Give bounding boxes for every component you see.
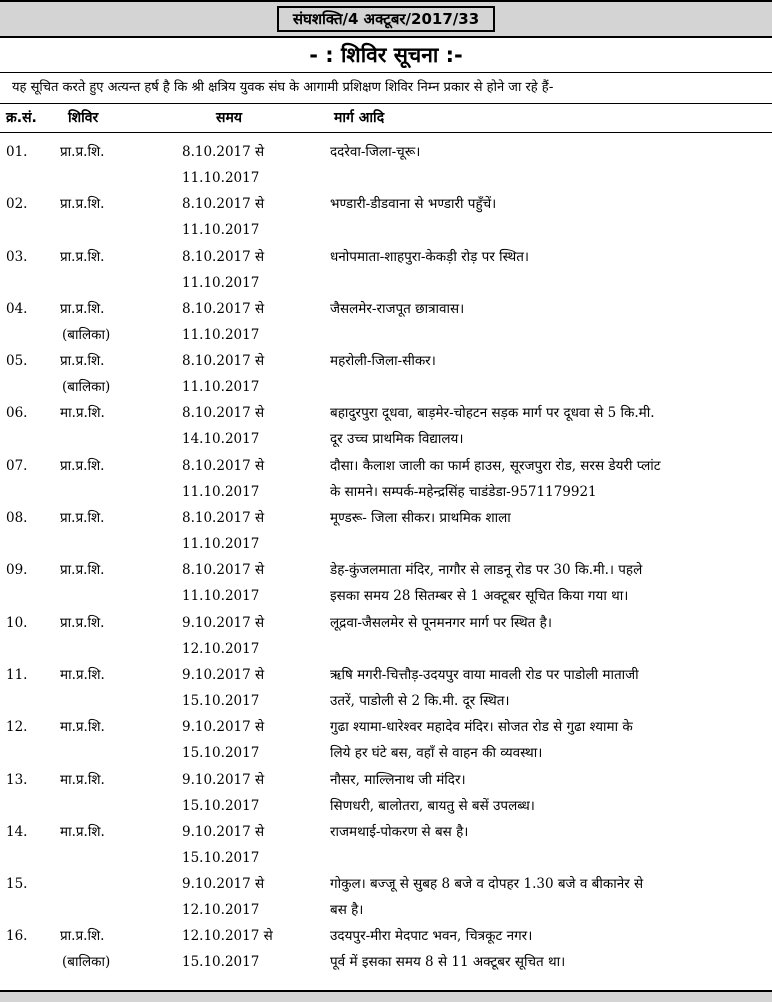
camp-route-line: [330, 322, 760, 348]
camp-route-line: [330, 845, 760, 871]
camp-route-line: धनोपमाता-शाहपुरा-केकड़ी रोड़ पर स्थित।: [330, 248, 530, 265]
camp-dates-line: 15.10.2017: [182, 745, 260, 762]
table-row: [0, 505, 772, 557]
camp-type-line: प्रा.प्र.शि.: [60, 510, 105, 527]
camp-type: [58, 662, 180, 714]
camp-route-line: इसका समय 28 सितम्बर से 1 अक्टूबर सूचित किया गया था।: [330, 588, 629, 605]
camp-dates-line: 12.10.2017: [182, 640, 260, 657]
camp-type: [58, 871, 180, 923]
camp-dates-line: 9.10.2017 से: [182, 823, 265, 840]
table-row: [0, 714, 772, 766]
camp-dates-line: 8.10.2017 से: [182, 562, 265, 579]
camp-route-line: [330, 165, 760, 191]
camp-route: [318, 767, 772, 819]
camp-type-line: [60, 793, 180, 819]
table-row: [0, 557, 772, 609]
serial-number: 01.: [6, 144, 28, 160]
camp-route: [318, 662, 772, 714]
camp-route: [318, 557, 772, 609]
camp-type: [58, 244, 180, 296]
serial-number: 10.: [6, 614, 28, 631]
serial-number: 11.: [6, 666, 28, 683]
camp-dates: [180, 714, 318, 766]
camp-list: [0, 133, 772, 976]
camp-route-line: ददरेवा-जिला-चूरू।: [330, 144, 421, 160]
intro-text: यह सूचित करते हुए अत्यन्त हर्ष है कि श्री क्षत्रिय युवक संघ के आगामी प्रशिक्षण शिविर निम्न प्रकार से होने जा रहे हैं-: [0, 73, 772, 104]
camp-route-line: नौसर, माल्लिनाथ जी मंदिर।: [330, 771, 466, 788]
serial-number: 06.: [6, 405, 28, 422]
table-row: [0, 923, 772, 975]
camp-type-line: प्रा.प्र.शि.: [60, 457, 105, 474]
serial-number: 14.: [6, 823, 28, 840]
camp-dates-line: 11.10.2017: [182, 483, 260, 500]
camp-type: [58, 505, 180, 557]
camp-route-line: [330, 217, 760, 243]
camp-dates-line: 8.10.2017 से: [182, 144, 265, 160]
camp-dates-line: 11.10.2017: [182, 222, 260, 239]
camp-route: [318, 400, 772, 452]
camp-type: [58, 714, 180, 766]
camp-route-line: मूण्डरू- जिला सीकर। प्राथमिक शाला: [330, 510, 511, 527]
serial-number: 09.: [6, 562, 28, 579]
camp-type-line: [60, 165, 180, 191]
camp-type-line: मा.प्र.शि.: [60, 405, 105, 422]
serial-number: 08.: [6, 510, 28, 527]
camp-type: [58, 819, 180, 871]
camp-route-line: [330, 531, 760, 557]
camp-route: [318, 610, 772, 662]
camp-type-line: प्रा.प्र.शि.: [60, 562, 105, 579]
camp-dates-line: 8.10.2017 से: [182, 457, 265, 474]
camp-type: [58, 610, 180, 662]
camp-dates-line: 15.10.2017: [182, 849, 260, 866]
camp-route-line: ऋषि मगरी-चित्तौड़-उदयपुर वाया मावली रोड पर पाडोली माताजी: [330, 666, 639, 683]
camp-dates: [180, 557, 318, 609]
camp-type: [58, 400, 180, 452]
camp-dates-line: 9.10.2017 से: [182, 876, 265, 893]
camp-type-line: प्रा.प्र.शि.: [60, 614, 105, 631]
camp-type-line: (बालिका): [62, 379, 111, 396]
serial-number: 04.: [6, 300, 28, 317]
table-row: [0, 662, 772, 714]
camp-route-line: पूर्व में इसका समय 8 से 11 अक्टूबर सूचित था।: [330, 954, 566, 971]
camp-type: [58, 923, 180, 975]
camp-dates: [180, 296, 318, 348]
table-row: [0, 139, 772, 191]
column-header-route: मार्ग आदि: [334, 110, 385, 126]
camp-route-line: भण्डारी-डीडवाना से भण्डारी पहुँचें।: [330, 196, 497, 213]
camp-dates-line: 11.10.2017: [182, 536, 260, 553]
camp-route-line: [330, 636, 760, 662]
camp-dates-line: 9.10.2017 से: [182, 771, 265, 788]
camp-route: [318, 871, 772, 923]
camp-type-line: [60, 531, 180, 557]
camp-type-line: मा.प्र.शि.: [60, 823, 105, 840]
camp-route-line: उतरें, पाडोली से 2 कि.मी. दूर स्थित।: [330, 692, 510, 709]
camp-dates: [180, 453, 318, 505]
camp-type-line: प्रा.प्र.शि.: [60, 144, 105, 160]
table-header: [0, 104, 772, 133]
camp-route-line: जैसलमेर-राजपूत छात्रावास।: [330, 300, 465, 317]
page-title: - : शिविर सूचना :-: [0, 38, 772, 73]
column-header-no: क्र.सं.: [6, 110, 37, 126]
camp-type-line: [60, 740, 180, 766]
table-row: [0, 400, 772, 452]
camp-type: [58, 296, 180, 348]
serial-number: 12.: [6, 719, 28, 736]
camp-dates: [180, 139, 318, 191]
column-header-date: समय: [216, 110, 242, 126]
camp-dates-line: 9.10.2017 से: [182, 666, 265, 683]
camp-route: [318, 244, 772, 296]
camp-route-line: बस है।: [330, 902, 364, 919]
camp-type-line: [60, 636, 180, 662]
camp-type: [58, 767, 180, 819]
camp-type-line: [60, 217, 180, 243]
camp-dates-line: 15.10.2017: [182, 692, 260, 709]
camp-dates-line: 11.10.2017: [182, 326, 260, 343]
camp-type: [58, 139, 180, 191]
camp-type-line: [60, 688, 180, 714]
camp-dates: [180, 871, 318, 923]
camp-type: [58, 453, 180, 505]
camp-route-line: उदयपुर-मीरा मेदपाट भवन, चित्रकूट नगर।: [330, 928, 533, 945]
camp-type-line: प्रा.प्र.शि.: [60, 248, 105, 265]
camp-type-line: मा.प्र.शि.: [60, 719, 105, 736]
camp-route: [318, 348, 772, 400]
table-row: [0, 767, 772, 819]
camp-type-line: प्रा.प्र.शि.: [60, 928, 105, 945]
camp-type-line: मा.प्र.शि.: [60, 771, 105, 788]
camp-route: [318, 923, 772, 975]
camp-dates-line: 11.10.2017: [182, 170, 260, 186]
camp-route-line: राजमथाई-पोकरण से बस है।: [330, 823, 469, 840]
camp-route-line: लूद्रवा-जैसलमेर से पूनमनगर मार्ग पर स्थित है।: [330, 614, 552, 631]
camp-route-line: लिये हर घंटे बस, वहाँ से वाहन की व्यवस्था।: [330, 745, 543, 762]
camp-route: [318, 505, 772, 557]
camp-type-line: मा.प्र.शि.: [60, 666, 105, 683]
camp-dates-line: 11.10.2017: [182, 379, 260, 396]
camp-route: [318, 453, 772, 505]
column-header-camp: शिविर: [68, 110, 99, 126]
camp-dates: [180, 505, 318, 557]
camp-type-line: प्रा.प्र.शि.: [60, 196, 105, 213]
camp-dates-line: 14.10.2017: [182, 431, 260, 448]
camp-type: [58, 191, 180, 243]
camp-type-line: [60, 479, 180, 505]
camp-type: [58, 557, 180, 609]
camp-dates: [180, 767, 318, 819]
camp-route: [318, 714, 772, 766]
camp-dates-line: 15.10.2017: [182, 797, 260, 814]
camp-dates-line: 9.10.2017 से: [182, 614, 265, 631]
camp-type-line: [60, 583, 180, 609]
camp-dates: [180, 610, 318, 662]
camp-type: [58, 348, 180, 400]
serial-number: 05.: [6, 353, 28, 370]
table-row: [0, 348, 772, 400]
serial-number: 03.: [6, 248, 28, 265]
camp-dates-line: 9.10.2017 से: [182, 719, 265, 736]
camp-dates: [180, 191, 318, 243]
camp-type-line: प्रा.प्र.शि.: [60, 353, 105, 370]
camp-dates-line: 12.10.2017: [182, 902, 260, 919]
camp-type-line: [60, 845, 180, 871]
camp-route-line: डेह-कुंजलमाता मंदिर, नागौर से लाडनू रोड पर 30 कि.मी.। पहले: [330, 562, 643, 579]
camp-dates: [180, 923, 318, 975]
camp-route-line: दूर उच्च प्राथमिक विद्यालय।: [330, 431, 464, 448]
camp-dates: [180, 348, 318, 400]
camp-dates-line: 11.10.2017: [182, 274, 260, 291]
header-bar: [0, 2, 772, 38]
camp-type-line: [60, 871, 180, 897]
camp-dates-line: 8.10.2017 से: [182, 353, 265, 370]
camp-dates-line: 8.10.2017 से: [182, 248, 265, 265]
camp-route-line: के सामने। सम्पर्क-महेन्द्रसिंह चाडंडेडा-9571179921: [330, 483, 597, 500]
serial-number: 02.: [6, 196, 28, 213]
camp-dates-line: 8.10.2017 से: [182, 300, 265, 317]
camp-type-line: प्रा.प्र.शि.: [60, 300, 105, 317]
camp-route: [318, 139, 772, 191]
camp-dates-line: 12.10.2017 से: [182, 928, 273, 945]
camp-route: [318, 819, 772, 871]
camp-route-line: [330, 374, 760, 400]
table-row: [0, 871, 772, 923]
serial-number: 13.: [6, 771, 28, 788]
table-row: [0, 819, 772, 871]
camp-dates: [180, 244, 318, 296]
camp-route-line: बहादुरपुरा दूधवा, बाड़मेर-चोहटन सड़क मार्ग पर दूधवा से 5 कि.मी.: [330, 405, 655, 422]
camp-dates: [180, 400, 318, 452]
camp-type-line: [60, 426, 180, 452]
table-row: [0, 244, 772, 296]
table-row: [0, 296, 772, 348]
camp-route-line: सिणधरी, बालोतरा, बायतु से बसें उपलब्ध।: [330, 797, 535, 814]
table-row: [0, 610, 772, 662]
camp-route: [318, 191, 772, 243]
camp-dates: [180, 662, 318, 714]
issue-reference: संघशक्ति/4 अक्टूबर/2017/33: [277, 6, 495, 32]
camp-dates-line: 11.10.2017: [182, 588, 260, 605]
camp-route-line: गोकुल। बज्जू से सुबह 8 बजे व दोपहर 1.30 बजे व बीकानेर से: [330, 876, 644, 893]
camp-dates: [180, 819, 318, 871]
footer-bar: [0, 990, 772, 1002]
camp-dates-line: 8.10.2017 से: [182, 196, 265, 213]
camp-route: [318, 296, 772, 348]
serial-number: 07.: [6, 457, 28, 474]
serial-number: 15.: [6, 876, 28, 893]
camp-type-line: [60, 897, 180, 923]
camp-dates-line: 15.10.2017: [182, 954, 260, 971]
camp-type-line: (बालिका): [62, 954, 111, 971]
camp-type-line: (बालिका): [62, 326, 111, 343]
table-row: [0, 191, 772, 243]
camp-type-line: [60, 270, 180, 296]
camp-route-line: दौसा। कैलाश जाली का फार्म हाउस, सूरजपुरा रोड, सरस डेयरी प्लांट: [330, 457, 661, 474]
table-row: [0, 453, 772, 505]
serial-number: 16.: [6, 928, 28, 945]
camp-route-line: [330, 270, 760, 296]
camp-route-line: महरोली-जिला-सीकर।: [330, 353, 436, 370]
camp-dates-line: 8.10.2017 से: [182, 510, 265, 527]
camp-route-line: गुढा श्यामा-धारेश्वर महादेव मंदिर। सोजत रोड से गुढा श्यामा के: [330, 719, 633, 736]
camp-dates-line: 8.10.2017 से: [182, 405, 265, 422]
